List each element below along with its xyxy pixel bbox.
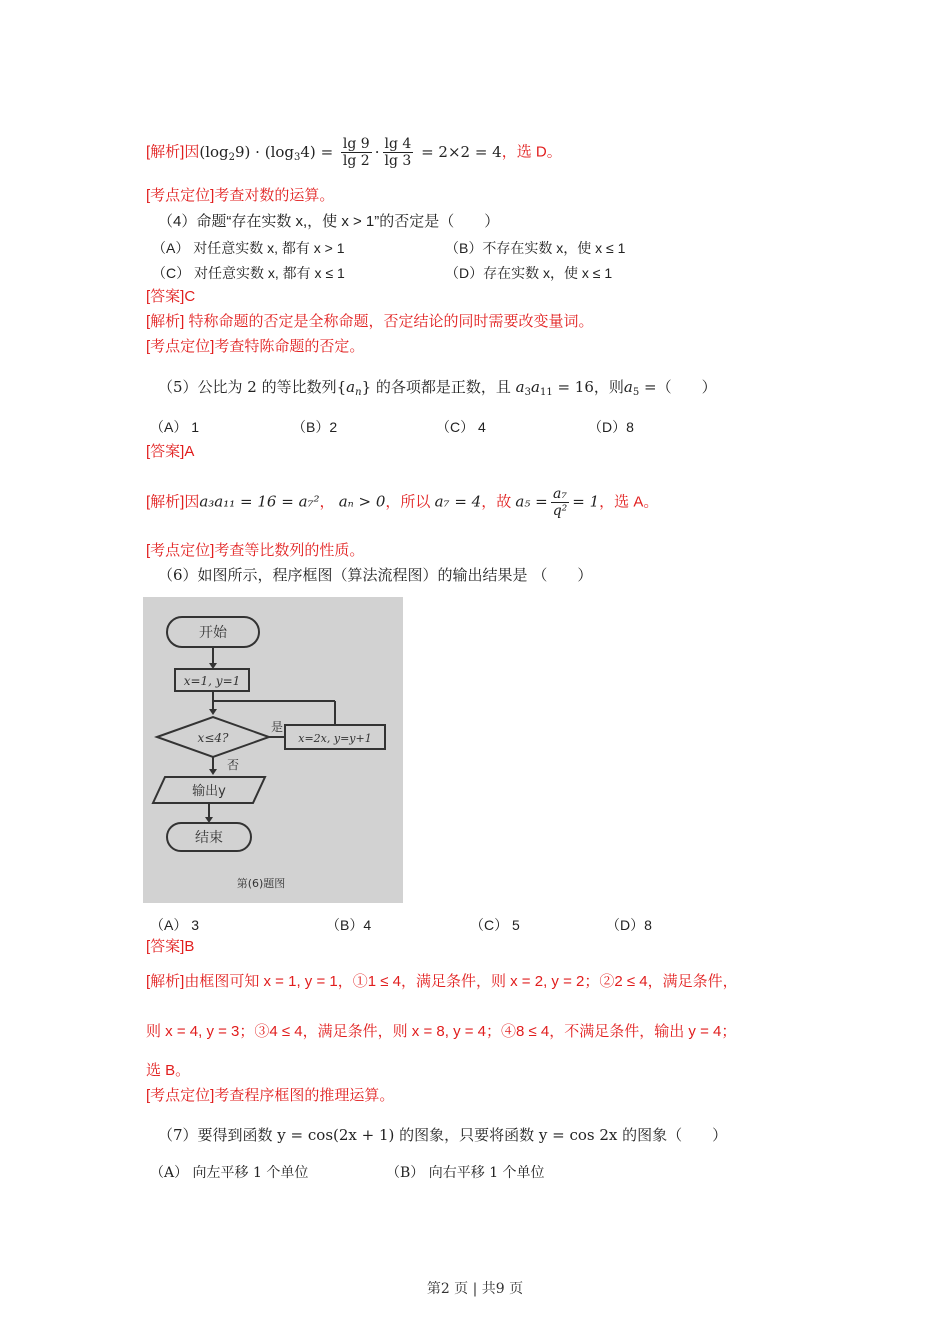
q5-analysis — [146, 486, 658, 519]
q6-stem: （6）如图所示，程序框图（算法流程图）的输出结果是 （ ） — [158, 566, 593, 584]
q3-analysis — [146, 136, 562, 169]
q5-cond-a: a — [515, 378, 525, 396]
q5-stem-n: n — [355, 387, 362, 398]
q6-point: [考点定位]考查程序框图的推理运算。 — [146, 1087, 395, 1104]
flow-yes-label: 是 — [270, 720, 284, 734]
q3-dot: · — [374, 142, 380, 161]
q3-fraction-1 — [341, 136, 372, 169]
q5-analysis-res: = 1 — [572, 492, 600, 511]
q5-stem — [158, 377, 717, 397]
q7-stem: （7）要得到函数 y = cos(2x + 1) 的图象，只要将函数 y = cos 2x 的图象（ ） — [158, 1126, 728, 1144]
q4-analysis: [解析] 特称命题的否定是全称命题，否定结论的同时需要改变量词。 — [146, 313, 594, 330]
q5-cond-eq: = 16 — [557, 378, 594, 396]
q4-option-a: （A） 对任意实数 x, 都有 x > 1 — [152, 240, 345, 256]
q3-analysis-prefix: [解析]因 — [146, 143, 200, 161]
q5-cond-a2: a — [531, 378, 540, 396]
q6-analysis-line1: [解析]由框图可知 x = 1, y = 1，①1 ≤ 4，满足条件，则 x = 2, y = 2；②2 ≤ 4，满足条件， — [146, 973, 738, 990]
q5-analysis-gu: ，故 — [481, 493, 512, 511]
flowchart-svg — [143, 597, 403, 903]
q5-stem-b: } 的各项都是正数，且 — [361, 378, 511, 396]
q6-analysis-line2: 则 x = 4, y = 3；③4 ≤ 4，满足条件，则 x = 8, y = 4；④8 ≤ 4，不满足条件，输出 y = 4； — [146, 1023, 737, 1040]
q5-analysis-so: ，所以 — [385, 493, 431, 511]
q4-option-d: （D）存在实数 x，使 x ≤ 1 — [445, 265, 613, 281]
q5-option-b: （B）2 — [292, 419, 338, 435]
flow-output-label: 输出y — [192, 784, 226, 799]
q7-option-a: （A） 向左平移 1 个单位 — [150, 1165, 309, 1181]
q5-analysis-a5: a₅ = — [515, 492, 548, 511]
q5-option-a: （A） 1 — [150, 419, 200, 435]
q5-analysis-cond: aₙ > 0 — [338, 492, 386, 511]
q3-result: = 2×2 = 4 — [421, 142, 502, 161]
q7-option-b: （B） 向右平移 1 个单位 — [386, 1165, 545, 1181]
q5-stem-an: a — [346, 378, 356, 396]
q4-option-b: （B）不存在实数 x，使 x ≤ 1 — [445, 240, 626, 256]
q5-stem-c: ，则 — [593, 378, 624, 396]
q5-fraction — [551, 486, 570, 519]
q5-stem-a5: a — [623, 378, 633, 396]
q3-log-left: (log — [199, 142, 229, 161]
q4-answer: [答案]C — [146, 288, 196, 305]
q3-frac1-num: lg 9 — [342, 136, 370, 152]
q5-cond-3: 3 — [524, 387, 531, 398]
q3-base-2: 2 — [228, 151, 236, 163]
q3-arg-4: 4) — [300, 142, 316, 161]
flow-decision-label: x≤4? — [197, 731, 229, 745]
flow-end-label: 结束 — [195, 830, 223, 846]
flow-caption: 第(6)题图 — [236, 877, 286, 890]
q5-analysis-a7: a₇ = 4 — [434, 492, 482, 511]
q6-answer: [答案]B — [146, 938, 195, 955]
q3-point: [考点定位]考查对数的运算。 — [146, 187, 335, 204]
q5-stem-5: 5 — [632, 387, 640, 398]
q4-option-c: （C） 对任意实数 x, 都有 x ≤ 1 — [152, 265, 345, 281]
q5-analysis-eq: a₃a₁₁ = 16 = a₇² — [199, 492, 320, 511]
q6-option-d: （D）8 — [606, 917, 652, 933]
q3-suffix: ，选 D。 — [501, 143, 562, 161]
q5-stem-d: =（ ） — [639, 378, 717, 396]
q5-option-d: （D）8 — [588, 419, 634, 435]
q3-frac1-den: lg 2 — [342, 153, 370, 169]
q5-analysis-mid: ， — [319, 493, 335, 511]
q5-analysis-prefix: [解析]因 — [146, 493, 200, 511]
flow-no-label: 否 — [227, 758, 240, 772]
q5-point: [考点定位]考查等比数列的性质。 — [146, 542, 365, 559]
q6-option-a: （A） 3 — [150, 917, 200, 933]
flow-update-label: x=2x, y=y+1 — [298, 732, 372, 745]
q6-analysis-line3: 选 B。 — [146, 1062, 191, 1079]
q4-point: [考点定位]考查特陈命题的否定。 — [146, 338, 365, 355]
q3-eq: = — [320, 142, 334, 161]
q5-option-c: （C） 4 — [436, 419, 486, 435]
flowchart-image — [143, 597, 403, 903]
q3-arg-9: 9) · (log — [235, 142, 294, 161]
q5-cond-11: 11 — [539, 387, 553, 398]
flow-init-label: x=1, y=1 — [183, 674, 241, 688]
q3-fraction-2 — [383, 136, 414, 169]
q5-answer: [答案]A — [146, 443, 195, 460]
q5-frac-num: a₇ — [551, 486, 570, 503]
page-footer: 第2 页 | 共9 页 — [426, 1281, 524, 1297]
q5-stem-a: （5）公比为 2 的等比数列{ — [158, 378, 347, 396]
q3-base-3: 3 — [294, 151, 301, 163]
flow-start-label: 开始 — [199, 625, 227, 641]
q5-analysis-end: ，选 A。 — [599, 493, 659, 511]
q3-frac2-num: lg 4 — [384, 136, 412, 152]
q6-option-b: （B）4 — [326, 917, 372, 933]
q4-stem: （4）命题“存在实数 x,，使 x > 1”的否定是（ ） — [158, 213, 500, 230]
q3-frac2-den: lg 3 — [384, 153, 412, 169]
q5-frac-den: q² — [552, 503, 568, 519]
q6-option-c: （C） 5 — [470, 917, 520, 933]
